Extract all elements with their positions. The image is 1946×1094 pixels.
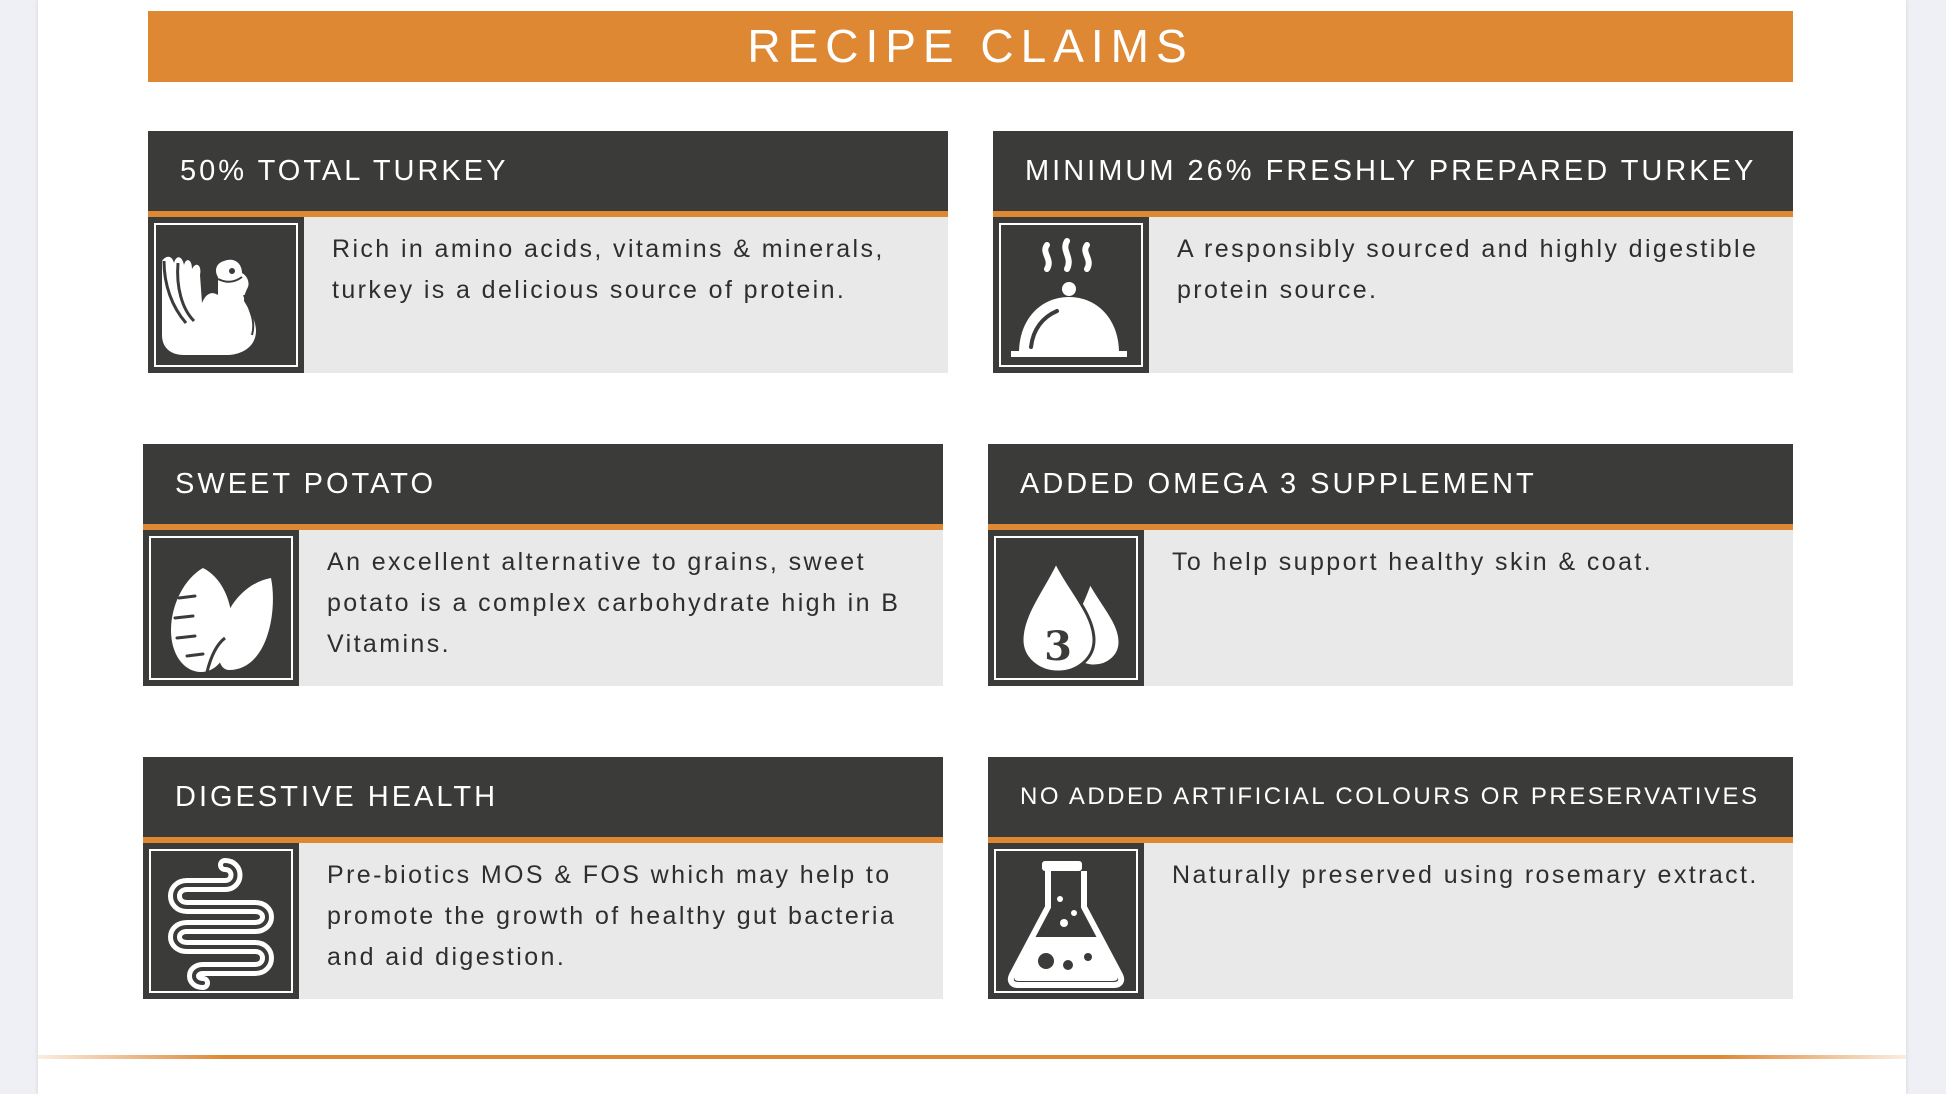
claim-card-fresh-turkey [993, 131, 1793, 373]
claim-card-omega-3 [988, 444, 1793, 686]
claim-heading: ADDED OMEGA 3 SUPPLEMENT [988, 444, 1793, 524]
omega-3-label: 3 [1044, 623, 1072, 670]
claim-heading: DIGESTIVE HEALTH [143, 757, 943, 837]
sweet-potato-icon [143, 530, 299, 686]
claim-description: Rich in amino acids, vitamins & minerals, turkey is a delicious source of protein. [332, 235, 885, 304]
claim-card-total-turkey [148, 131, 948, 373]
footer-divider [38, 1055, 1906, 1059]
claim-heading: NO ADDED ARTIFICIAL COLOURS OR PRESERVATIVES [988, 757, 1793, 837]
claim-heading: SWEET POTATO [143, 444, 943, 524]
recipe-claims-banner: RECIPE CLAIMS [148, 11, 1793, 82]
claim-card-digestive-health [143, 757, 943, 999]
claim-description: To help support healthy skin & coat. [1172, 548, 1654, 576]
claim-heading: MINIMUM 26% FRESHLY PREPARED TURKEY [993, 131, 1793, 211]
claim-description: An excellent alternative to grains, sweet potato is a complex carbohydrate high in B Vitamins. [327, 548, 901, 658]
cloche-icon [993, 217, 1149, 373]
omega-3-drops-icon [988, 530, 1144, 686]
flask-icon [988, 843, 1144, 999]
claim-description: A responsibly sourced and highly digestible protein source. [1177, 235, 1759, 304]
claim-card-sweet-potato [143, 444, 943, 686]
claim-heading: 50% TOTAL TURKEY [148, 131, 948, 211]
claim-description: Pre-biotics MOS & FOS which may help to promote the growth of healthy gut bacteria and aid digestion. [327, 861, 897, 971]
turkey-icon [148, 217, 304, 373]
claim-card-no-artificial [988, 757, 1793, 999]
claim-description: Naturally preserved using rosemary extract. [1172, 861, 1759, 889]
intestine-icon [143, 843, 299, 999]
